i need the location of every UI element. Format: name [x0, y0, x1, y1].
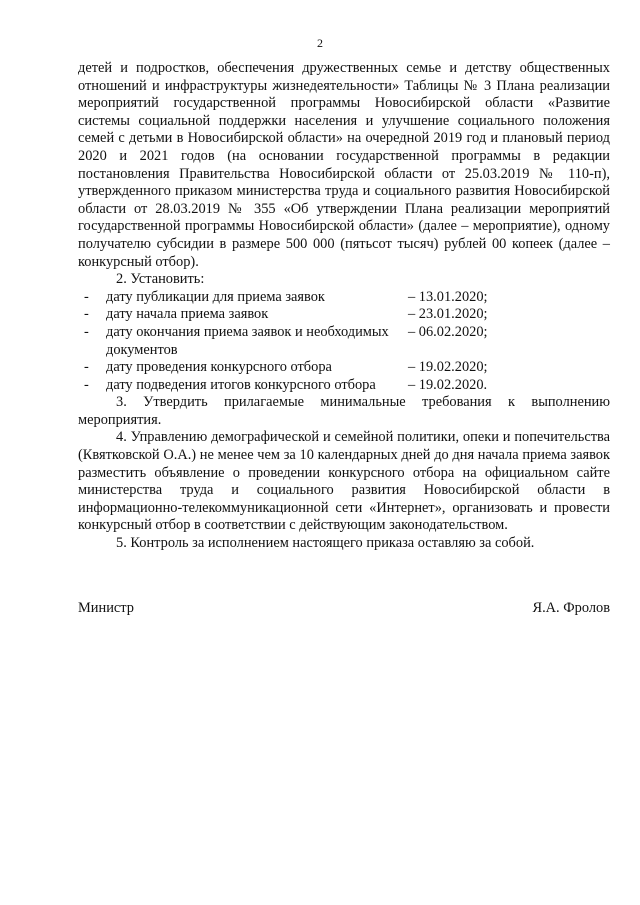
item-2-heading: 2. Установить:	[116, 271, 205, 288]
signatory-name: Я.А. Фролов	[532, 600, 610, 616]
date-value: – 19.02.2020;	[408, 359, 488, 376]
date-value: – 19.02.2020.	[408, 376, 488, 393]
date-row-start	[78, 306, 610, 324]
date-row-results	[78, 377, 610, 395]
signature-block	[78, 600, 610, 618]
list-dash: -	[84, 288, 89, 305]
item-4-paragraph: 4. Управлению демографической и семейной политики, опеки и попечительства (Квятковской О.А.) не менее чем за 10 календарных дней до дня начала приема заявок разместить объявление о проведении конкурсного отбора на официальном сайте министерства труда и социального развития Новосибирской области в информационно-телекоммуникационной сети «Интернет», организовать и провести конкурсный отбор в соответствии с действующим законодательством.	[78, 429, 610, 534]
date-list	[78, 289, 610, 395]
date-row-end	[78, 324, 610, 359]
date-value: – 06.02.2020;	[408, 323, 488, 340]
list-dash: -	[84, 376, 89, 393]
list-dash: -	[84, 306, 89, 323]
date-value: – 23.01.2020;	[408, 306, 488, 323]
intro-paragraph: детей и подростков, обеспечения дружественных семье и детству общественных отношений и инфраструктуры жизнедеятельности» Таблицы № 3 Плана реализации мероприятий государственной программы Новосибирской области «Развитие системы социальной поддержки населения и улучшение социального положения семей с детьми в Новосибирской области» на очередной 2019 год и плановый период 2020 и 2021 годов (на основании государственной программы в редакции постановления Правительства Новосибирской области от 25.03.2019 № 110-п), утвержденного приказом министерства труда и социального развития Новосибирской области от 28.03.2019 № 355 «Об утверждении Плана реализации мероприятий государственной программы Новосибирской области» (далее – мероприятие), одному получателю субсидии в размере 500 000 (пятьсот тысяч) рублей 00 копеек (далее – конкурсный отбор).	[78, 60, 610, 270]
date-label: дату окончания приема заявок и необходимых документов	[106, 323, 389, 358]
date-row-selection	[78, 359, 610, 377]
date-value: – 13.01.2020;	[408, 288, 488, 305]
date-label: дату публикации для приема заявок	[106, 288, 325, 305]
list-dash: -	[84, 323, 89, 340]
item-3-paragraph: 3. Утвердить прилагаемые минимальные требования к выполнению мероприятия.	[78, 394, 610, 428]
page-number: 2	[317, 36, 323, 50]
list-dash: -	[84, 359, 89, 376]
date-label: дату проведения конкурсного отбора	[106, 359, 332, 376]
date-row-publication	[78, 289, 610, 307]
document-body	[78, 60, 610, 553]
signatory-position: Министр	[78, 600, 134, 616]
date-label: дату начала приема заявок	[106, 306, 269, 323]
date-label: дату подведения итогов конкурсного отбора	[106, 376, 376, 393]
item-5-paragraph: 5. Контроль за исполнением настоящего приказа оставляю за собой.	[116, 535, 535, 552]
